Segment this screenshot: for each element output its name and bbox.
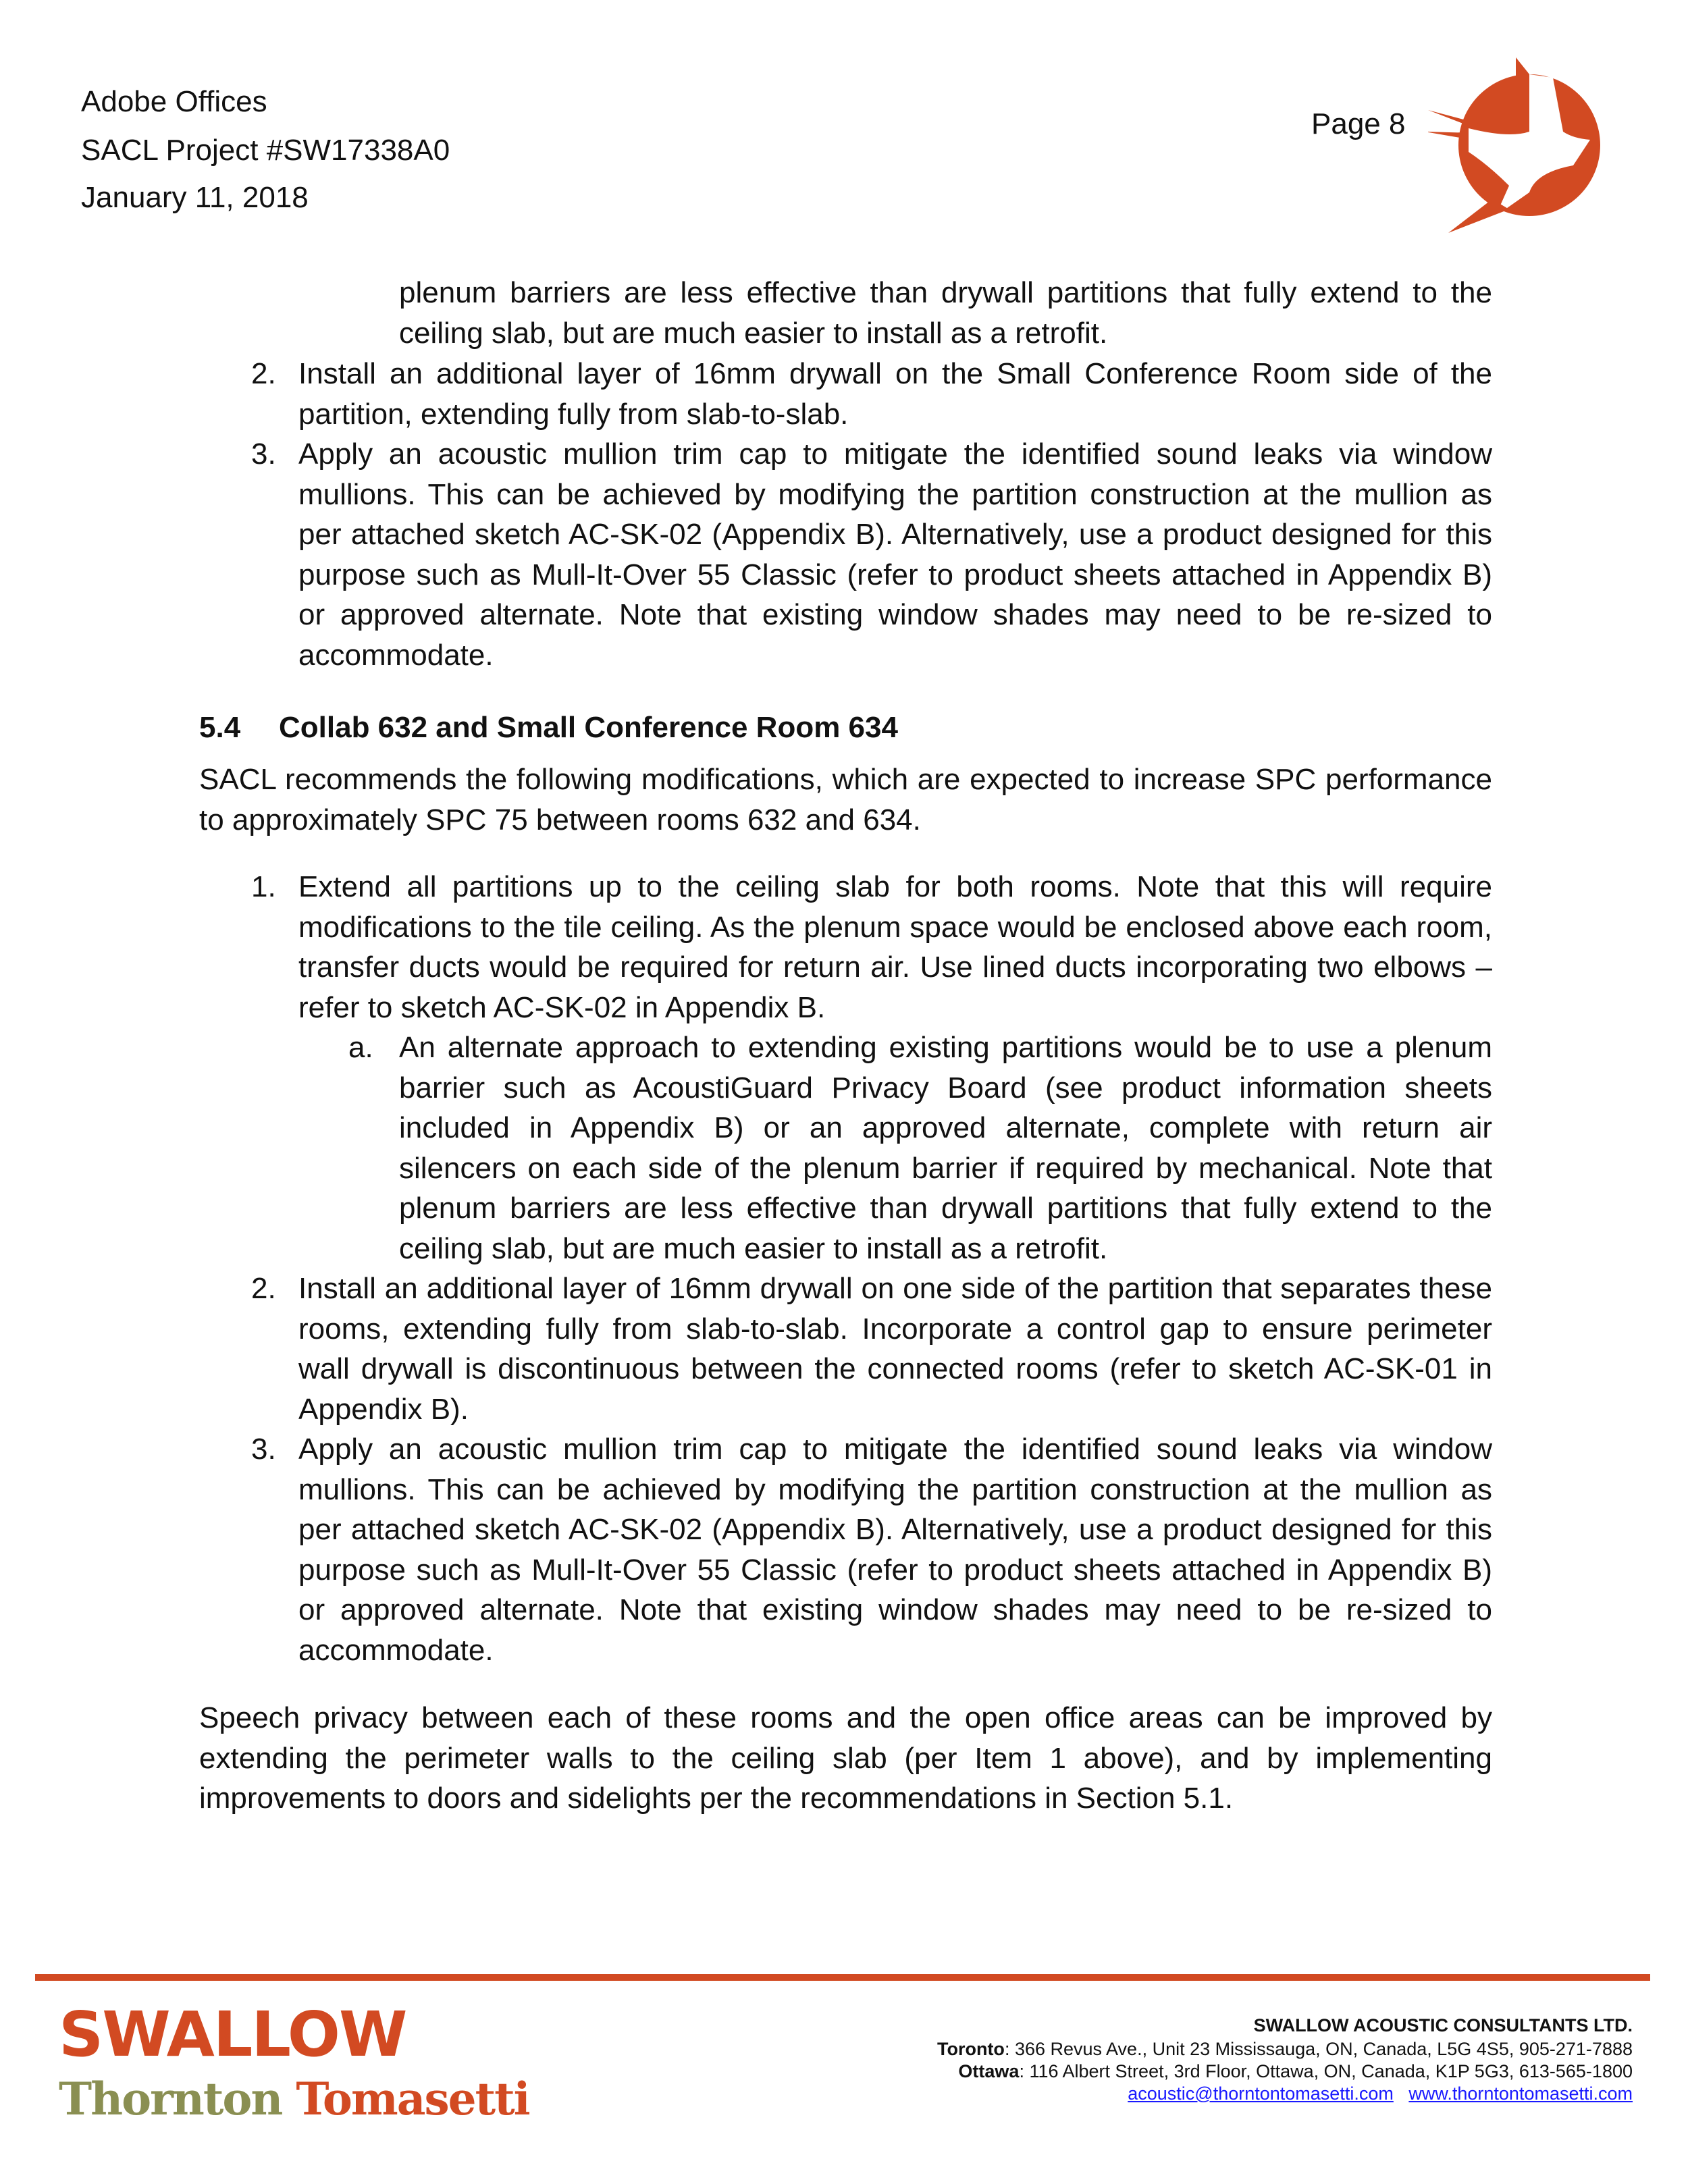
closing-paragraph xyxy=(199,1698,1492,1819)
footer-links xyxy=(1128,2082,1633,2105)
text-line: SACL recommends the following modifications, which are expected to increase SPC performance xyxy=(199,763,1492,796)
text-line: barrier such as AcoustiGuard Privacy Board (see product information sheets xyxy=(399,1071,1492,1104)
footer-ottawa xyxy=(958,2060,1633,2083)
ottawa-label: Ottawa xyxy=(958,2061,1020,2081)
list-marker: a. xyxy=(348,1031,373,1064)
text-line: plenum barriers are less effective than drywall partitions that fully extend to the xyxy=(399,1192,1492,1225)
text-line: partition, extending fully from slab-to-slab. xyxy=(298,397,849,431)
header-project: SACL Project #SW17338A0 xyxy=(81,134,450,167)
text-line: purpose such as Mull-It-Over 55 Classic (refer to product sheets attached in Appendix B) xyxy=(298,558,1492,591)
thornton-tomasetti-wordmark xyxy=(59,2073,529,2125)
logo-tomasetti: Tomasetti xyxy=(296,2073,529,2125)
text-line: mullions. This can be achieved by modifying the partition construction at the mullion as xyxy=(298,1472,1492,1506)
text-line: Apply an acoustic mullion trim cap to mitigate the identified sound leaks via window xyxy=(298,437,1492,471)
logo-thornton: Thornton xyxy=(59,2073,282,2125)
text-line: purpose such as Mull-It-Over 55 Classic (refer to product sheets attached in Appendix B) xyxy=(298,1553,1492,1587)
text-line: Extend all partitions up to the ceiling slab for both rooms. Note that this will require xyxy=(298,870,1492,903)
text-line: ceiling slab, but are much easier to install as a retrofit. xyxy=(399,1231,1108,1265)
text-line: ceiling slab, but are much easier to install as a retrofit. xyxy=(399,316,1108,350)
list-marker: 3. xyxy=(251,437,276,471)
list-marker: 2. xyxy=(251,1272,276,1305)
text-line: Install an additional layer of 16mm drywall on one side of the partition that separates these xyxy=(298,1272,1492,1305)
text-line: per attached sketch AC-SK-02 (Appendix B). Alternatively, use a product designed for this xyxy=(298,518,1492,551)
prev-3-paragraph xyxy=(298,434,1492,675)
text-line: transfer ducts would be required for return air. Use lined ducts incorporating two elbows – xyxy=(298,951,1492,984)
text-line: refer to sketch AC-SK-02 in Appendix B. xyxy=(298,990,826,1024)
text-line: wall drywall is discontinuous between the connected rooms (refer to sketch AC-SK-01 in xyxy=(298,1352,1492,1385)
text-line: modifications to the tile ceiling. As the plenum space would be enclosed above each room, xyxy=(298,910,1492,944)
text-line: Install an additional layer of 16mm drywall on the Small Conference Room side of the xyxy=(298,357,1492,390)
text-line: Speech privacy between each of these rooms and the open office areas can be improved by xyxy=(199,1701,1492,1734)
footer-toronto xyxy=(937,2037,1633,2060)
text-line: rooms, extending fully from slab-to-slab. Incorporate a control gap to ensure perimeter xyxy=(298,1312,1492,1346)
swallow-logo-icon xyxy=(1428,57,1607,233)
text-line: improvements to doors and sidelights per the recommendations in Section 5.1. xyxy=(199,1782,1234,1815)
text-line: or approved alternate. Note that existing window shades may need to be re-sized to xyxy=(298,598,1492,631)
header-date: January 11, 2018 xyxy=(81,181,309,214)
intro-paragraph xyxy=(199,760,1492,840)
text-line: mullions. This can be achieved by modifying the partition construction at the mullion as xyxy=(298,477,1492,511)
text-line: accommodate. xyxy=(298,638,494,672)
prev-2-paragraph xyxy=(298,354,1492,434)
text-line: silencers on each side of the plenum barrier if required by mechanical. Note that xyxy=(399,1151,1492,1185)
cont-sub-paragraph xyxy=(399,273,1492,353)
list-marker: 3. xyxy=(251,1433,276,1466)
text-line: per attached sketch AC-SK-02 (Appendix B). Alternatively, use a product designed for this xyxy=(298,1513,1492,1546)
text-line: Appendix B). xyxy=(298,1392,469,1426)
item-1a-paragraph xyxy=(399,1028,1492,1269)
text-line: extending the perimeter walls to the ceiling slab (per Item 1 above), and by implementing xyxy=(199,1741,1492,1775)
item-3-paragraph xyxy=(298,1429,1492,1670)
page-number: Page 8 xyxy=(1311,107,1406,140)
item-2-paragraph xyxy=(298,1269,1492,1429)
toronto-label: Toronto xyxy=(937,2039,1005,2059)
email-link[interactable]: acoustic@thorntontomasetti.com xyxy=(1128,2083,1394,2104)
text-line: accommodate. xyxy=(298,1633,494,1667)
toronto-address: : 366 Revus Ave., Unit 23 Mississauga, ON, Canada, L5G 4S5, 905-271-7888 xyxy=(1004,2039,1633,2059)
list-marker: 2. xyxy=(251,357,276,390)
item-1-paragraph xyxy=(298,867,1492,1028)
section-number: 5.4 xyxy=(199,711,241,744)
text-line: or approved alternate. Note that existing window shades may need to be re-sized to xyxy=(298,1593,1492,1626)
text-line: Apply an acoustic mullion trim cap to mitigate the identified sound leaks via window xyxy=(298,1433,1492,1466)
swallow-wordmark: SWALLOW xyxy=(59,1998,406,2071)
text-line: An alternate approach to extending existing partitions would be to use a plenum xyxy=(399,1031,1492,1064)
text-line: to approximately SPC 75 between rooms 632 and 634. xyxy=(199,803,921,836)
text-line: plenum barriers are less effective than drywall partitions that fully extend to the xyxy=(399,276,1492,309)
footer-divider xyxy=(35,1974,1650,1981)
text-line: included in Appendix B) or an approved alternate, complete with return air xyxy=(399,1111,1492,1144)
ottawa-address: : 116 Albert Street, 3rd Floor, Ottawa, ON, Canada, K1P 5G3, 613-565-1800 xyxy=(1019,2061,1633,2081)
footer-company: SWALLOW ACOUSTIC CONSULTANTS LTD. xyxy=(1253,2015,1633,2035)
website-link[interactable]: www.thorntontomasetti.com xyxy=(1408,2083,1633,2104)
header-client: Adobe Offices xyxy=(81,85,267,118)
list-marker: 1. xyxy=(251,870,276,903)
section-title: Collab 632 and Small Conference Room 634 xyxy=(279,711,898,744)
